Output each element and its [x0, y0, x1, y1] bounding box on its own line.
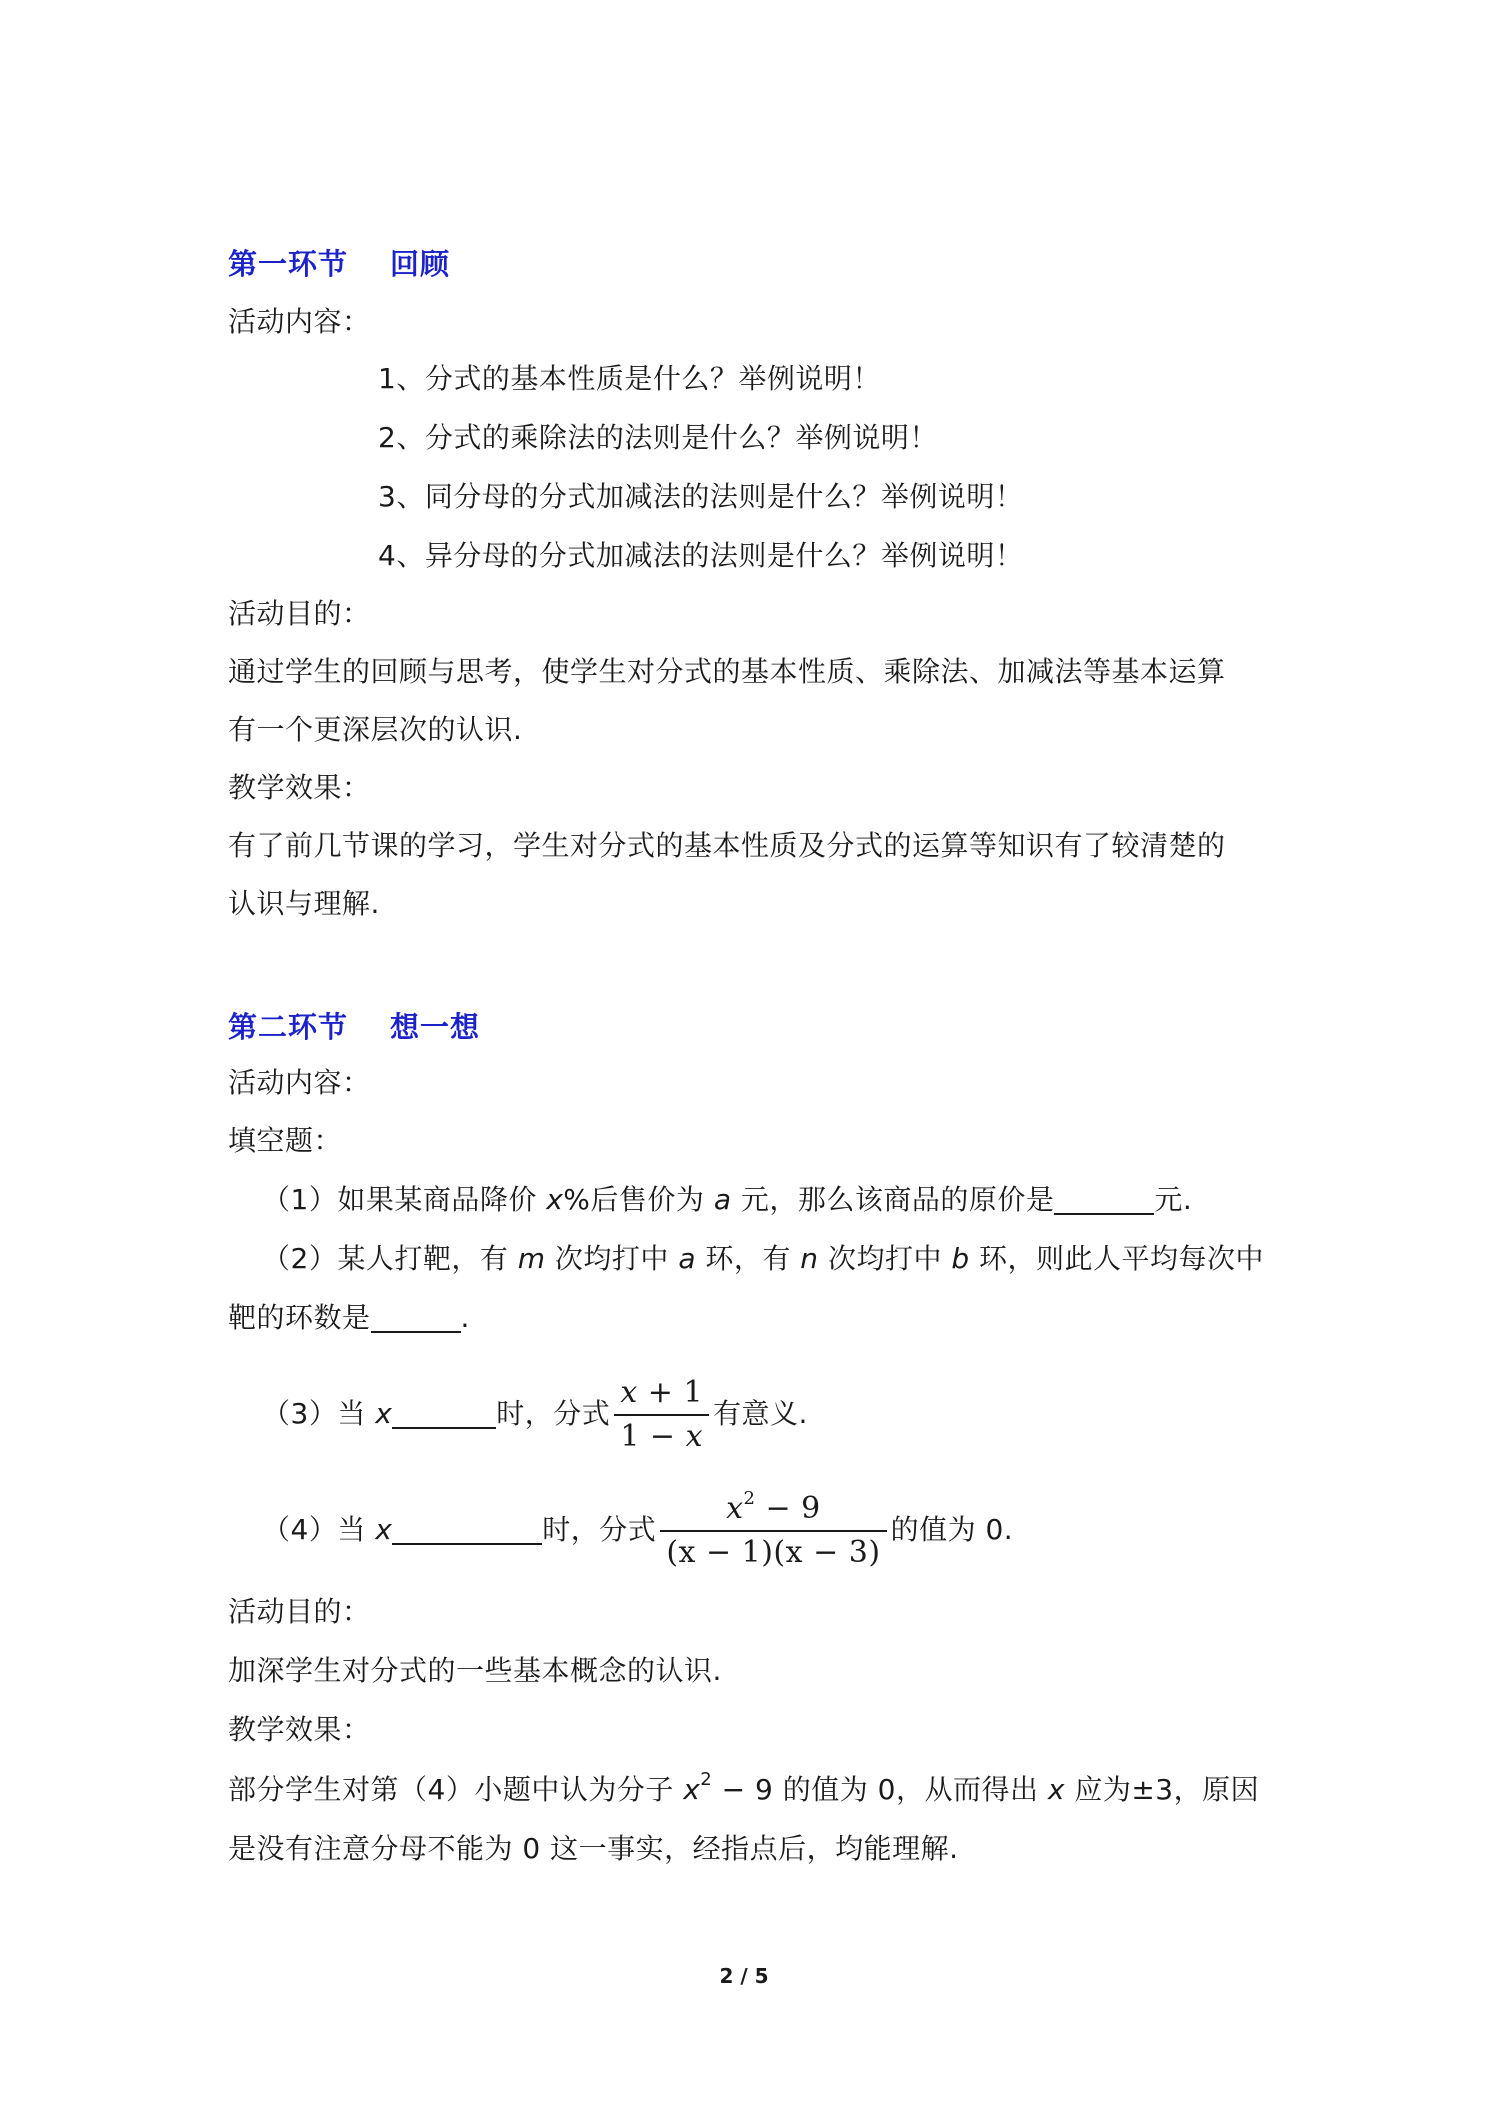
effect1-prefix: 部分学生对第（4）小题中认为分子 [228, 1773, 684, 1806]
section2-title-a: 第二环节 [228, 1010, 349, 1044]
q2-var-n: n [800, 1242, 819, 1275]
section1-goal-line-1: 通过学生的回顾与思考，使学生对分式的基本性质、乘除法、加减法等基本运算 [228, 655, 1226, 688]
q2-var-m: m [517, 1242, 546, 1275]
q1-mid1: %后售价为 [563, 1183, 714, 1216]
q3-fraction [614, 1374, 709, 1456]
q3-answer-blank[interactable] [392, 1399, 496, 1429]
section1-item-2: 2、分式的乘除法的法则是什么？举例说明！ [378, 421, 938, 454]
question-2-line-2 [228, 1298, 470, 1338]
q2-mid2: 环，有 [695, 1242, 801, 1275]
section2-goal-label: 活动目的： [228, 1595, 371, 1628]
q2-prefix: （2）某人打靶，有 [262, 1242, 518, 1275]
question-1 [262, 1180, 1192, 1220]
section1-title-b: 回顾 [390, 247, 451, 281]
q4-suffix: 的值为 0. [890, 1513, 1014, 1546]
section1-title-a: 第一环节 [228, 247, 349, 281]
section1-item-1: 1、分式的基本性质是什么？举例说明！ [378, 362, 881, 395]
q1-mid2: 元，那么该商品的原价是 [731, 1183, 1055, 1216]
section1-item-4: 4、异分母的分式加减法的法则是什么？举例说明！ [378, 539, 1024, 572]
section2-goal-line: 加深学生对分式的一些基本概念的认识. [228, 1654, 722, 1687]
q3-var-x: x [375, 1397, 393, 1430]
question-4 [262, 1488, 1013, 1572]
q2-mid4: 环，则此人平均每次中 [969, 1242, 1265, 1275]
effect1-var-x: x [683, 1773, 701, 1806]
section1-content-label: 活动内容： [228, 305, 371, 338]
q3-suffix: 有意义. [713, 1397, 808, 1430]
q4-num-exp: 2 [743, 1488, 756, 1509]
section2-fill-label: 填空题： [228, 1124, 343, 1157]
q1-var-x: x [546, 1183, 564, 1216]
q4-denominator: (x − 1)(x − 3) [660, 1530, 886, 1572]
section1-effect-line-2: 认识与理解. [228, 887, 380, 920]
q3-den-pre: 1 − [620, 1419, 686, 1454]
q2-answer-blank[interactable] [371, 1303, 461, 1333]
section1-goal-label: 活动目的： [228, 597, 371, 630]
q1-var-a: a [713, 1183, 732, 1216]
page-number: 2 / 5 [719, 1964, 769, 1988]
q3-prefix: （3）当 [262, 1397, 376, 1430]
q4-var-x: x [375, 1513, 393, 1546]
q2-mid3: 次均打中 [818, 1242, 952, 1275]
q3-denominator [614, 1414, 709, 1456]
question-3 [262, 1372, 808, 1456]
section2-title-b: 想一想 [390, 1010, 481, 1044]
q1-suffix: 元. [1154, 1183, 1193, 1216]
q4-mid: 时，分式 [542, 1513, 657, 1546]
q4-numerator [660, 1490, 886, 1530]
effect1-exp: 2 [700, 1769, 713, 1790]
effect1-var-x2: x [1047, 1773, 1065, 1806]
section2-heading [228, 1005, 480, 1046]
section2-content-label: 活动内容： [228, 1066, 371, 1099]
section1-heading [228, 242, 450, 283]
q3-den-var: x [685, 1419, 704, 1454]
q2-var-b: b [951, 1242, 970, 1275]
q4-num-var: x [726, 1491, 744, 1526]
q1-prefix: （1）如果某商品降价 [262, 1183, 547, 1216]
q2-line2-text: 靶的环数是 [228, 1301, 371, 1334]
q4-prefix: （4）当 [262, 1513, 376, 1546]
q4-fraction [660, 1490, 886, 1572]
q3-mid: 时，分式 [496, 1397, 611, 1430]
q3-numerator [614, 1374, 709, 1414]
q4-answer-blank[interactable] [392, 1515, 542, 1545]
effect1-mid: − 9 的值为 0，从而得出 [712, 1773, 1048, 1806]
q2-line2-end: . [460, 1301, 470, 1334]
q1-answer-blank[interactable] [1054, 1185, 1154, 1215]
section1-goal-line-2: 有一个更深层次的认识. [228, 713, 523, 746]
section1-effect-line-1: 有了前几节课的学习，学生对分式的基本性质及分式的运算等知识有了较清楚的 [228, 829, 1226, 862]
section1-item-3: 3、同分母的分式加减法的法则是什么？举例说明！ [378, 480, 1024, 513]
q2-var-a: a [678, 1242, 696, 1275]
q4-num-rest: − 9 [755, 1491, 821, 1526]
section1-effect-label: 教学效果： [228, 771, 371, 804]
section2-effect-line-1 [228, 1770, 1259, 1810]
section2-effect-label: 教学效果： [228, 1713, 371, 1746]
q3-num-rest: + 1 [637, 1375, 704, 1410]
effect1-suffix: 应为±3，原因 [1064, 1773, 1260, 1806]
section2-effect-line-2: 是没有注意分母不能为 0 这一事实，经指点后，均能理解. [228, 1832, 959, 1865]
q2-mid1: 次均打中 [545, 1242, 679, 1275]
q3-num-var: x [620, 1375, 638, 1410]
question-2 [262, 1239, 1264, 1279]
